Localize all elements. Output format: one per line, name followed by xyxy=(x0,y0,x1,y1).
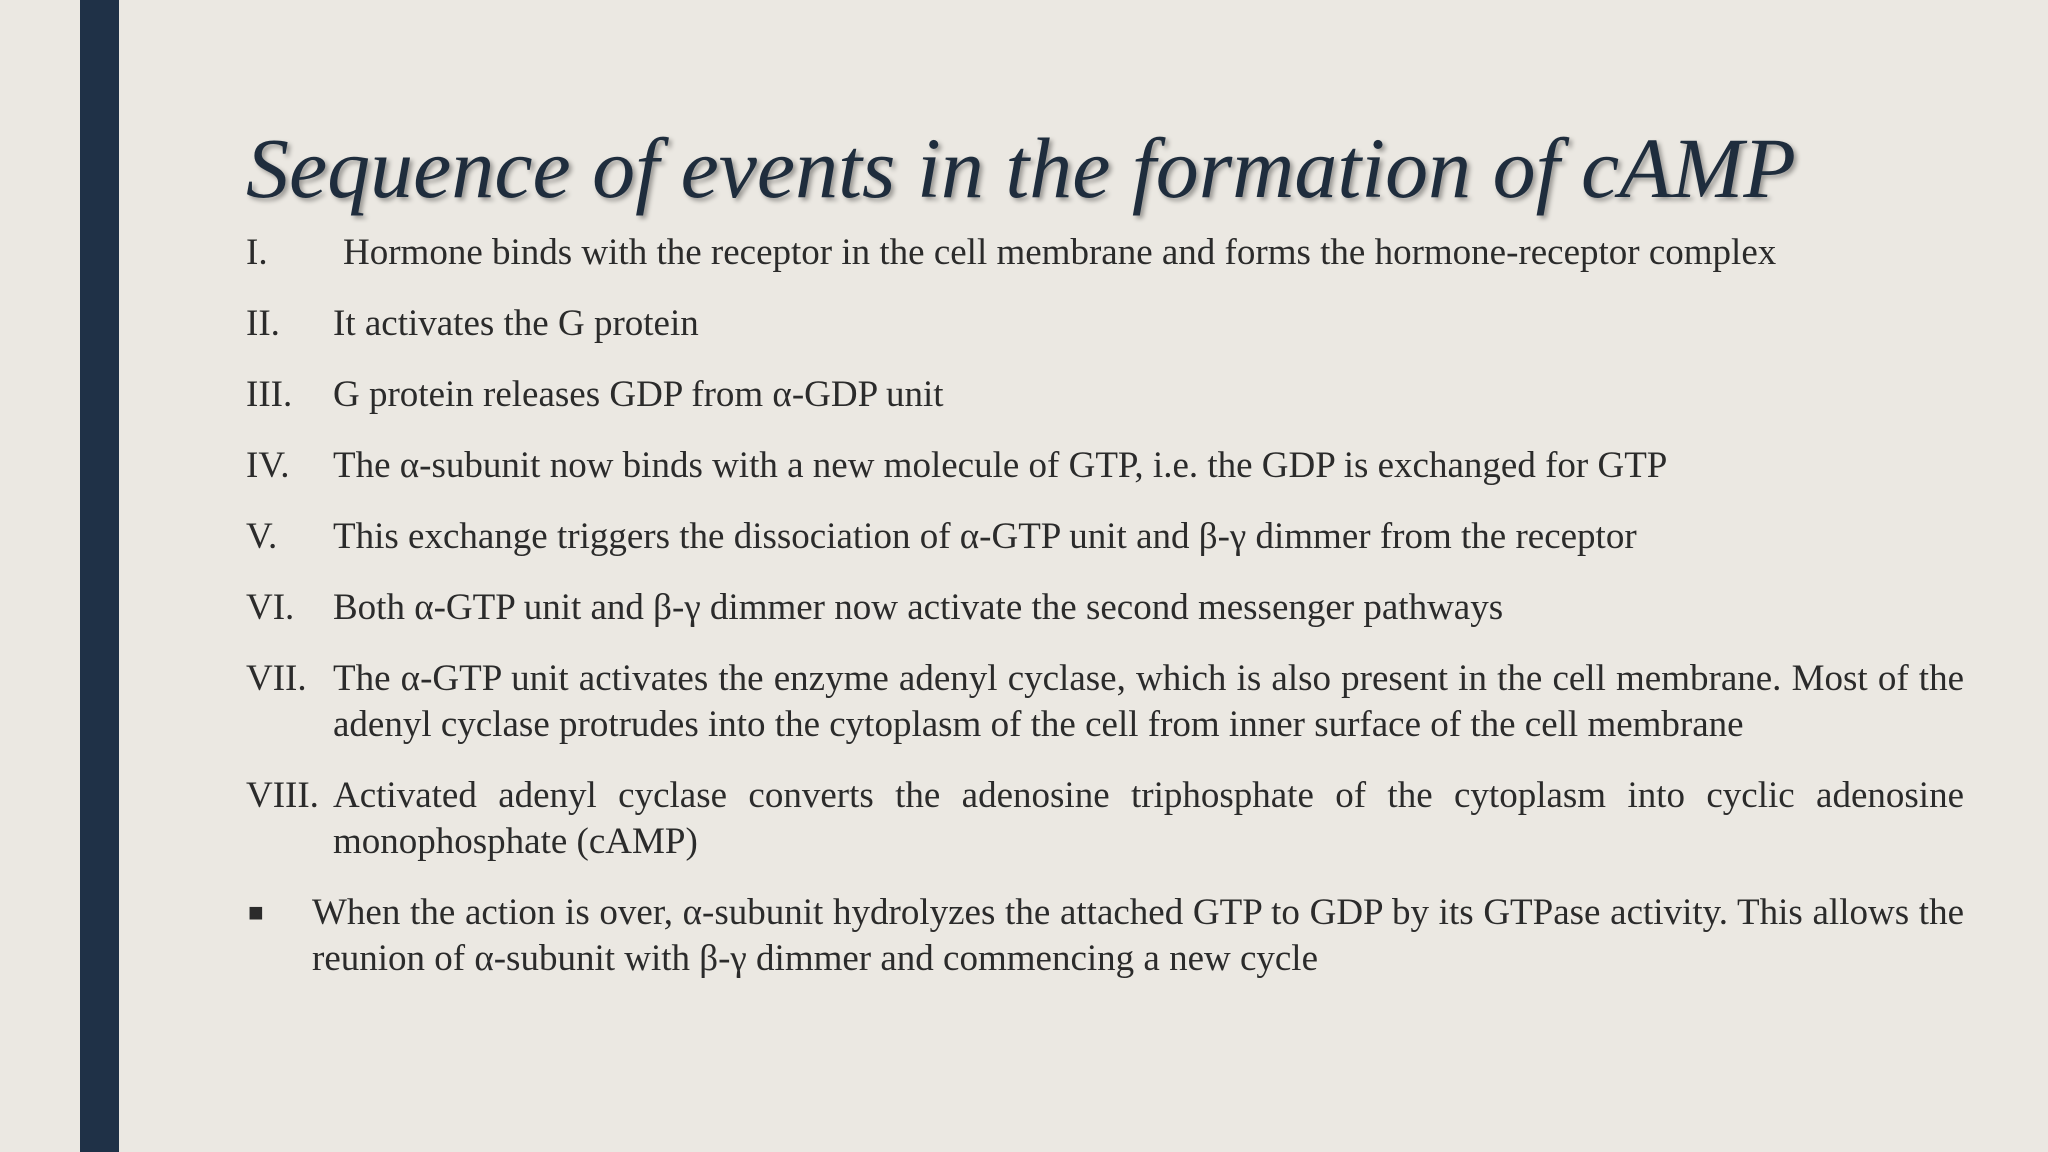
list-item xyxy=(246,585,1964,631)
list-item-text: Both α-GTP unit and β-γ dimmer now activate the second messenger pathways xyxy=(333,587,1504,628)
list-item xyxy=(246,443,1964,489)
event-list xyxy=(246,230,1964,982)
list-item-text: Hormone binds with the receptor in the cell membrane and forms the hormone-receptor complex xyxy=(343,232,1777,273)
list-numeral: I. xyxy=(246,232,268,273)
slide-title: Sequence of events in the formation of cAMP xyxy=(246,120,1796,216)
list-numeral: VI. xyxy=(246,587,295,628)
list-item xyxy=(246,230,1964,276)
bullet-item-text: When the action is over, α-subunit hydrolyzes the attached GTP to GDP by its GTPase activity. This allows the reunion of α-subunit with β-γ dimmer and commencing a new cycle xyxy=(312,892,1964,979)
list-item-text: This exchange triggers the dissociation of α-GTP unit and β-γ dimmer from the receptor xyxy=(333,516,1637,557)
square-bullet-icon: ■ xyxy=(248,898,264,927)
list-numeral: V. xyxy=(246,516,278,557)
sidebar-accent-bar xyxy=(80,0,119,1152)
list-item xyxy=(246,301,1964,347)
list-numeral: VIII. xyxy=(246,775,319,816)
list-numeral: VII. xyxy=(246,658,307,699)
list-item xyxy=(246,514,1964,560)
list-numeral: III. xyxy=(246,374,293,415)
list-item xyxy=(246,372,1964,418)
list-item-text: Activated adenyl cyclase converts the adenosine triphosphate of the cytoplasm into cyclic adenosine monophosphate (cAMP) xyxy=(333,775,1964,862)
list-item xyxy=(246,656,1964,748)
list-numeral: IV. xyxy=(246,445,290,486)
bullet-item xyxy=(246,890,1964,982)
list-item-text: The α-subunit now binds with a new molecule of GTP, i.e. the GDP is exchanged for GTP xyxy=(333,445,1668,486)
list-item-text: G protein releases GDP from α-GDP unit xyxy=(333,374,944,415)
list-item-text: It activates the G protein xyxy=(333,303,699,344)
list-numeral: II. xyxy=(246,303,280,344)
list-item-text: The α-GTP unit activates the enzyme adenyl cyclase, which is also present in the cell membrane. Most of the adenyl cyclase protrudes into the cytoplasm of the cell from inner surface of the cell membrane xyxy=(333,658,1964,745)
list-item xyxy=(246,773,1964,865)
